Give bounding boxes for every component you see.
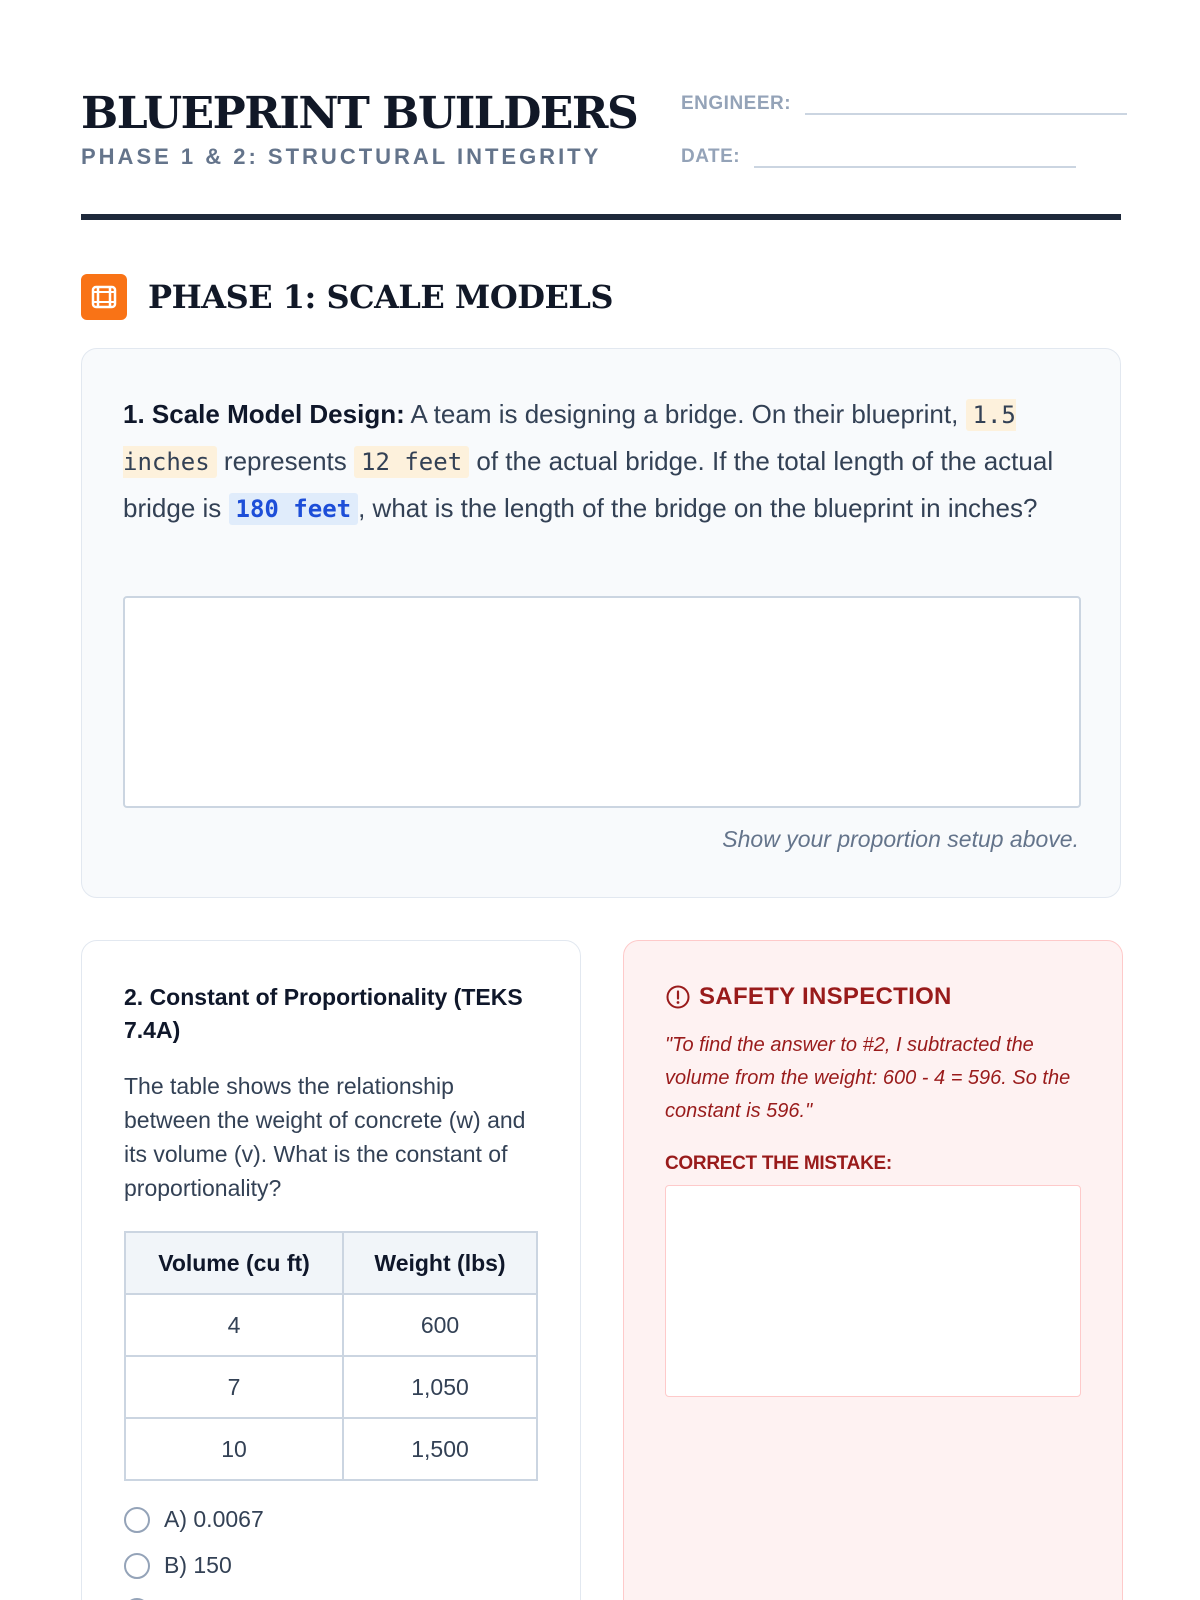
table-cell: 10 bbox=[125, 1418, 343, 1480]
option-a[interactable] bbox=[124, 1506, 264, 1533]
safety-inspection-card bbox=[623, 940, 1123, 1600]
frame-icon bbox=[81, 274, 127, 320]
question-1-hint: Show your proportion setup above. bbox=[722, 826, 1079, 852]
question-1-answer-box[interactable] bbox=[123, 596, 1081, 808]
table-header-volume: Volume (cu ft) bbox=[125, 1232, 343, 1294]
safety-inspection-heading bbox=[665, 983, 952, 1011]
table-cell: 1,500 bbox=[343, 1418, 537, 1480]
date-input[interactable] bbox=[754, 142, 1076, 168]
question-1-lead: 1. Scale Model Design: bbox=[123, 399, 405, 429]
section-title: PHASE 1: SCALE MODELS bbox=[148, 278, 613, 316]
date-field-row bbox=[681, 142, 1076, 168]
table-cell: 600 bbox=[343, 1294, 537, 1356]
correct-mistake-label: CORRECT THE MISTAKE: bbox=[665, 1153, 892, 1174]
table-row bbox=[125, 1356, 537, 1418]
table-header-weight: Weight (lbs) bbox=[343, 1232, 537, 1294]
option-b-radio[interactable] bbox=[124, 1553, 150, 1579]
question-2-body: The table shows the relationship between the weight of concrete (w) and its volume (v). What is the constant of proportionality? bbox=[124, 1073, 526, 1201]
correct-mistake-answer-box[interactable] bbox=[665, 1185, 1081, 1397]
engineer-label: ENGINEER: bbox=[681, 93, 792, 114]
highlight-total-length: 180 feet bbox=[229, 493, 359, 525]
option-a-label: A) 0.0067 bbox=[164, 1506, 264, 1532]
option-a-radio[interactable] bbox=[124, 1507, 150, 1533]
question-1-text-c: of the actual bridge. If the total length of the actual bridge is bbox=[123, 446, 1054, 523]
highlight-blueprint-length: 1.5 inches bbox=[123, 401, 1016, 476]
table-cell: 7 bbox=[125, 1356, 343, 1418]
option-b[interactable] bbox=[124, 1552, 232, 1579]
section-heading bbox=[81, 274, 613, 320]
table-row bbox=[125, 1418, 537, 1480]
question-1-text-a: A team is designing a bridge. On their blueprint, bbox=[404, 399, 966, 429]
question-2-card bbox=[81, 940, 581, 1600]
student-quote: "To find the answer to #2, I subtracted the volume from the weight: 600 - 4 = 596. So the constant is 596." bbox=[665, 1034, 1071, 1122]
date-label: DATE: bbox=[681, 146, 741, 167]
highlight-actual-length: 12 feet bbox=[354, 446, 469, 478]
alert-circle-icon bbox=[665, 984, 691, 1010]
question-1-text-d: , what is the length of the bridge on the blueprint in inches? bbox=[358, 493, 1038, 523]
worksheet-subtitle: PHASE 1 & 2: STRUCTURAL INTEGRITY bbox=[81, 144, 602, 169]
question-2-title: 2. Constant of Proportionality (TEKS 7.4A) bbox=[124, 984, 523, 1043]
table-row bbox=[125, 1294, 537, 1356]
engineer-field-row bbox=[681, 89, 1127, 115]
safety-inspection-title: SAFETY INSPECTION bbox=[699, 983, 952, 1010]
question-1-text bbox=[123, 391, 1083, 532]
worksheet-title: BLUEPRINT BUILDERS bbox=[81, 88, 638, 139]
question-1-card bbox=[81, 348, 1121, 898]
option-b-label: B) 150 bbox=[164, 1552, 232, 1578]
engineer-input[interactable] bbox=[805, 89, 1127, 115]
question-1-text-b: represents bbox=[216, 446, 354, 476]
table-header-row bbox=[125, 1232, 537, 1294]
header-divider bbox=[81, 214, 1121, 220]
table-cell: 1,050 bbox=[343, 1356, 537, 1418]
table-cell: 4 bbox=[125, 1294, 343, 1356]
proportion-table bbox=[124, 1231, 538, 1481]
